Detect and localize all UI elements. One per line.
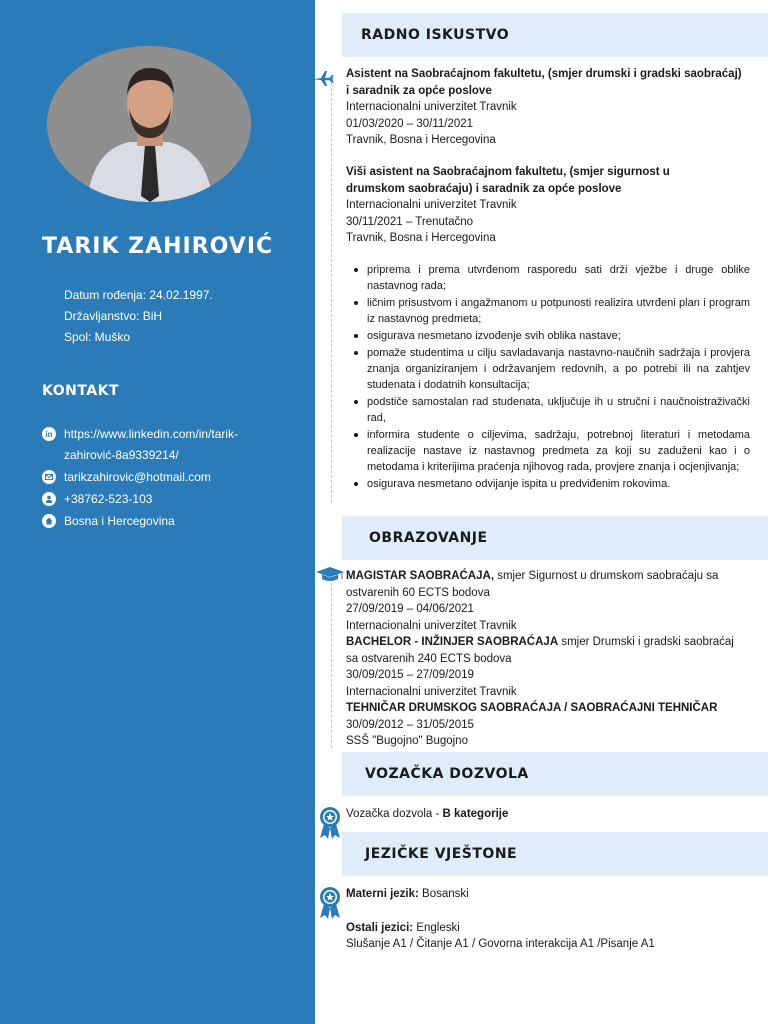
contact-linkedin[interactable]	[42, 424, 294, 466]
education-header	[342, 516, 768, 560]
linkedin-link[interactable]: https://www.linkedin.com/in/tarik-zahirović-8a9339214/	[64, 427, 239, 462]
contact-email[interactable]	[42, 467, 294, 488]
job-2-dates: 30/11/2021 – Trenutačno	[346, 215, 474, 228]
citizenship: Državljanstvo: BiH	[64, 309, 163, 323]
job-1	[346, 66, 746, 149]
list-item: osigurava nesmetano izvođenje svih oblika nastave;	[350, 328, 750, 344]
native-language-value: Bosanski	[418, 888, 469, 900]
job-2-title: Viši asistent na Saobraćajnom fakultetu, (smjer sigurnost u drumskom saobraćaju) i saradnik za opće poslove	[346, 166, 670, 195]
degree-1-detail: smjer Sigurnost u drumskom saobraćaju sa ostvarenih 60 ECTS bodova	[346, 570, 719, 599]
contact-title: KONTAKT	[42, 383, 120, 399]
languages-title: JEZIČKE VJEŠTONE	[365, 846, 518, 862]
job-1-title: Asistent na Saobraćajnom fakultetu, (smjer drumski i gradski saobraćaj) i saradnik za opće poslove	[346, 68, 742, 97]
birth-date: Datum rođenja: 24.02.1997.	[64, 288, 213, 302]
education-item	[346, 568, 746, 601]
award-ribbon-icon	[318, 806, 342, 845]
graduation-cap-icon	[315, 566, 345, 589]
experience-title: RADNO ISKUSTVO	[361, 27, 510, 43]
native-language-label: Materni jezik:	[346, 888, 419, 900]
license-value: B kategorije	[442, 808, 509, 820]
degree-3-dates: 30/09/2012 – 31/05/2015	[346, 718, 474, 731]
list-item: priprema i prema utvrđenom rasporedu sati drži vježbe i druge oblike nastavnog rada;	[350, 262, 750, 294]
personal-info	[64, 285, 213, 348]
phone-number: +38762-523-103	[64, 492, 153, 506]
job-1-location: Travnik, Bosna i Hercegovina	[346, 134, 496, 146]
degree-2-dates: 30/09/2015 – 27/09/2019	[346, 669, 474, 681]
degree-3-school: SSŠ "Bugojno" Bugojno	[346, 735, 468, 747]
home-icon	[42, 514, 56, 528]
languages-header	[342, 832, 768, 876]
education-item	[346, 634, 746, 667]
education-title: OBRAZOVANJE	[369, 530, 488, 546]
degree-3: TEHNIČAR DRUMSKOG SAOBRAĆAJA / SAOBRAĆAJNI TEHNIČAR	[346, 702, 718, 714]
list-item: podstiče samostalan rad studenata, uključuje ih u stručni i naučnoistraživački rad,	[350, 394, 750, 426]
job-1-company: Internacionalni univerzitet Travnik	[346, 101, 517, 113]
job-2-company: Internacionalni univerzitet Travnik	[346, 199, 517, 211]
list-item: pomaže studentima u cilju savladavanja nastavno-naučnih sadržaja i provjera znanja organiziranjem i održavanjem redovnih, a po potrebi ili na zahtjev studenata i dodatnih konsultacija;	[350, 345, 750, 394]
degree-1: MAGISTAR SAOBRAĆAJA,	[346, 570, 495, 582]
experience-header	[342, 13, 768, 57]
license-title: VOZAČKA DOZVOLA	[365, 766, 529, 782]
sidebar	[0, 0, 315, 1024]
contact-phone	[42, 489, 294, 510]
degree-1-dates: 27/09/2019 – 04/06/2021	[346, 603, 474, 615]
list-item: informira studente o ciljevima, sadržaju, potrebnoj literaturi i metodama realizacije nastave iz nastavnog predmeta za koji su zaduženi kao i o metodama i kriterijima praćenja njihovog rada, provjere znanja i ocjenjivanja;	[350, 427, 750, 476]
mail-icon	[42, 470, 56, 484]
license-info	[346, 806, 746, 823]
degree-2-school: Internacionalni univerzitet Travnik	[346, 685, 517, 698]
license-header	[342, 752, 768, 796]
profile-photo	[47, 46, 251, 202]
contact-location	[42, 511, 294, 532]
license-label: Vozačka dozvola -	[346, 808, 443, 820]
linkedin-icon: in	[42, 427, 56, 441]
languages-info	[346, 886, 746, 953]
gender: Spol: Muško	[64, 330, 131, 344]
education-list	[346, 568, 746, 750]
degree-2-detail: smjer Drumski i gradski saobraćaj sa ostvarenih 240 ECTS bodova	[346, 636, 734, 665]
education-item	[346, 700, 746, 717]
degree-2: BACHELOR - INŽINJER SAOBRAĆAJA	[346, 636, 559, 648]
full-name: TARIK ZAHIROVIĆ	[42, 234, 274, 259]
user-icon	[42, 492, 56, 506]
list-item: ličnim prisustvom i angažmanom u potpunosti realizira utvrđeni plan i program iz nastavnog predmeta;	[350, 295, 750, 327]
list-item: osigurava nesmetano odvijanje ispita u predviđenim rokovima.	[350, 476, 750, 492]
award-ribbon-icon	[318, 886, 342, 925]
language-levels: Slušanje A1 / Čitanje A1 / Govorna interakcija A1 /Pisanje A1	[346, 938, 655, 950]
duties-list	[350, 262, 750, 492]
degree-1-school: Internacionalni univerzitet Travnik	[346, 619, 517, 632]
other-languages-value: Engleski	[413, 921, 460, 934]
timeline-line-education	[331, 578, 332, 748]
job-2	[346, 164, 716, 247]
job-2-location: Travnik, Bosna i Hercegovina	[346, 232, 496, 244]
job-1-dates: 01/03/2020 – 30/11/2021	[346, 117, 474, 130]
location-text: Bosna i Hercegovina	[64, 514, 175, 528]
other-languages-label: Ostali jezici:	[346, 921, 414, 934]
email-link[interactable]: tarikzahirovic@hotmail.com	[64, 470, 211, 484]
airplane-icon	[314, 69, 334, 92]
timeline-line-experience	[331, 78, 332, 503]
